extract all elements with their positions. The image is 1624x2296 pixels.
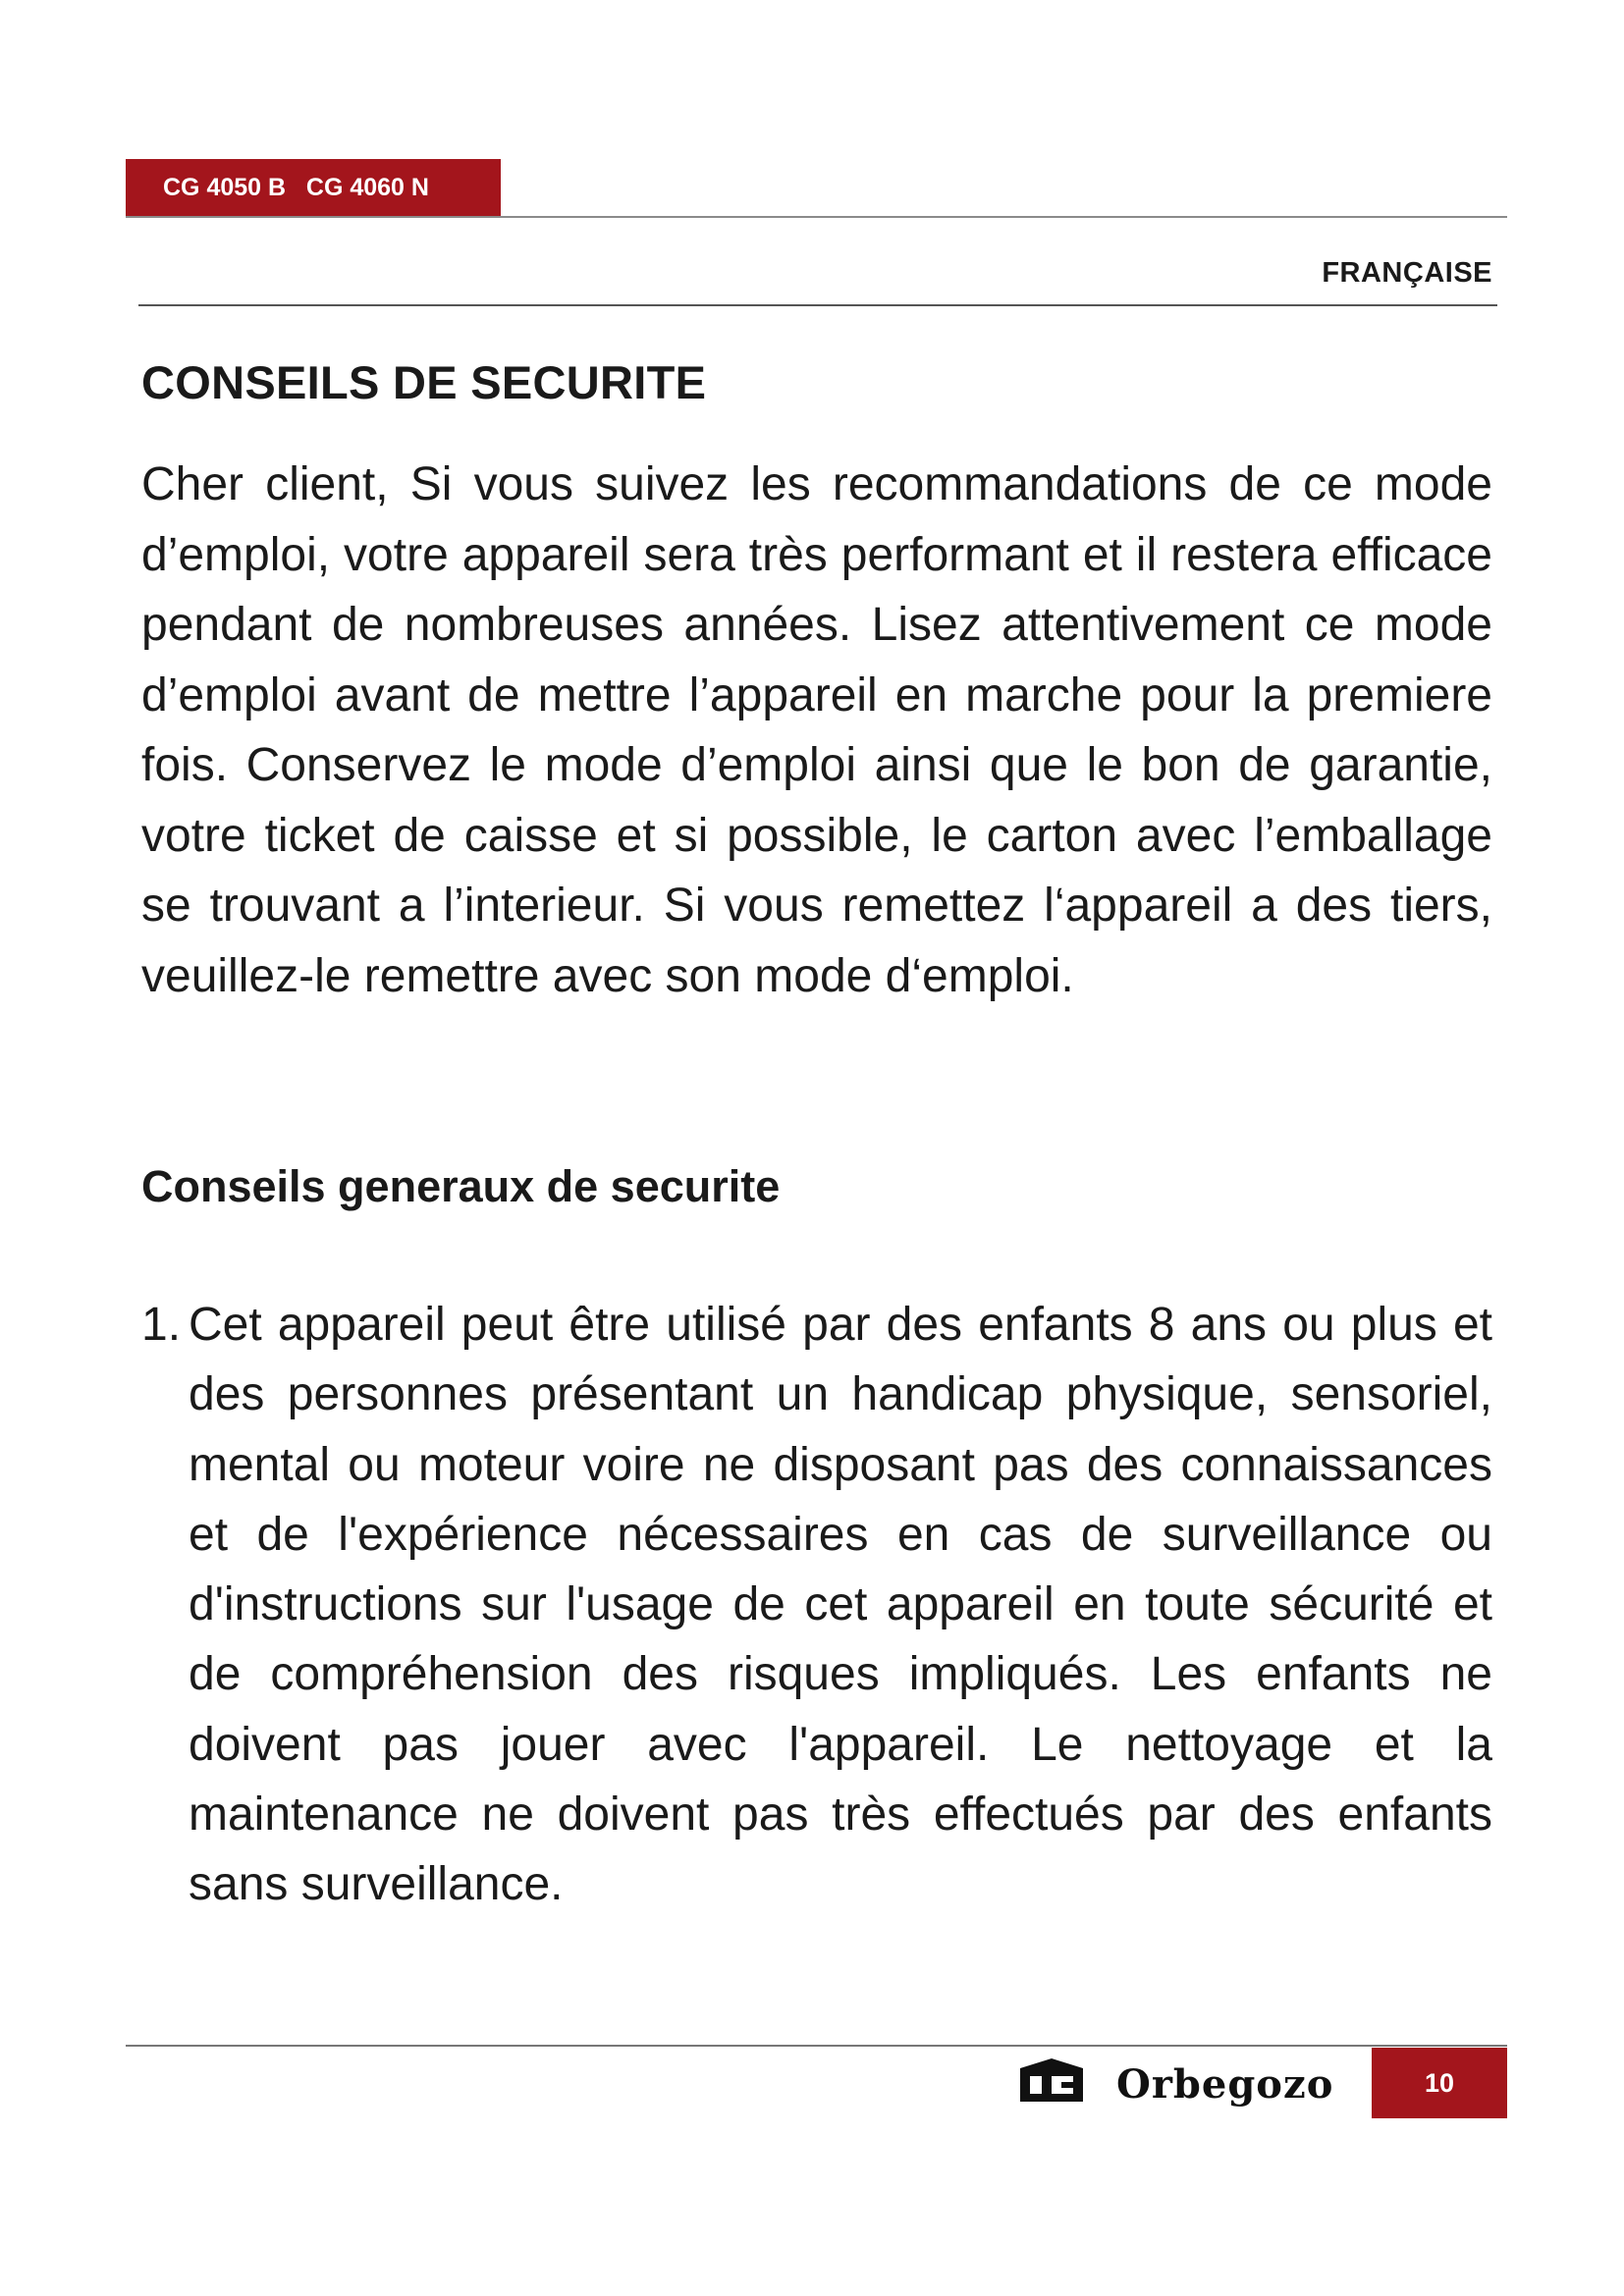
language-label: FRANÇAISE: [1322, 257, 1492, 289]
brand-wordmark: Orbegozo: [1116, 2061, 1334, 2108]
page-number: 10: [1372, 2048, 1507, 2118]
header-divider: [126, 216, 1507, 218]
advice-number: 1.: [141, 1299, 182, 1351]
section-title: CONSEILS DE SECURITE: [141, 356, 707, 408]
language-divider: [138, 304, 1497, 306]
model-tag: CG 4050 B CG 4060 N: [126, 159, 501, 216]
subsection-title: Conseils generaux de securite: [141, 1161, 781, 1211]
footer-divider: [126, 2045, 1507, 2047]
advice-text: Cet appareil peut être utilisé par des enfants 8 ans ou plus et des personnes présentant un handicap physique, sensoriel, mental ou moteur voire ne disposant pas des connaissances et de l'expérience nécessaires en cas de surveillance ou d'instructions sur l'usage de cet appareil en toute sécurité et de compréhension des risques impliqués. Les enfants ne doivent pas jouer avec l'appareil. Le nettoyage et la maintenance ne doivent pas très effectués par des enfants sans surveillance.: [189, 1299, 1492, 1911]
house-logo-icon: [1020, 2058, 1083, 2102]
orbegozo-logo: [1018, 2055, 1360, 2109]
intro-paragraph: Cher client, Si vous suivez les recommandations de ce mode d’emploi, votre appareil sera très performant et il restera efficace pendant de nombreuses années. Lisez attentivement ce mode d’emploi avant de mettre l’appareil en marche pour la premiere fois. Conservez le mode d’emploi ainsi que le bon de garantie, votre ticket de caisse et si possible, le carton avec l’emballage se trouvant a l’interieur. Si vous remettez l‘appareil a des tiers, veuillez-le remettre avec son mode d‘emploi.: [141, 458, 1492, 1002]
advice-item: [141, 1290, 1492, 1920]
